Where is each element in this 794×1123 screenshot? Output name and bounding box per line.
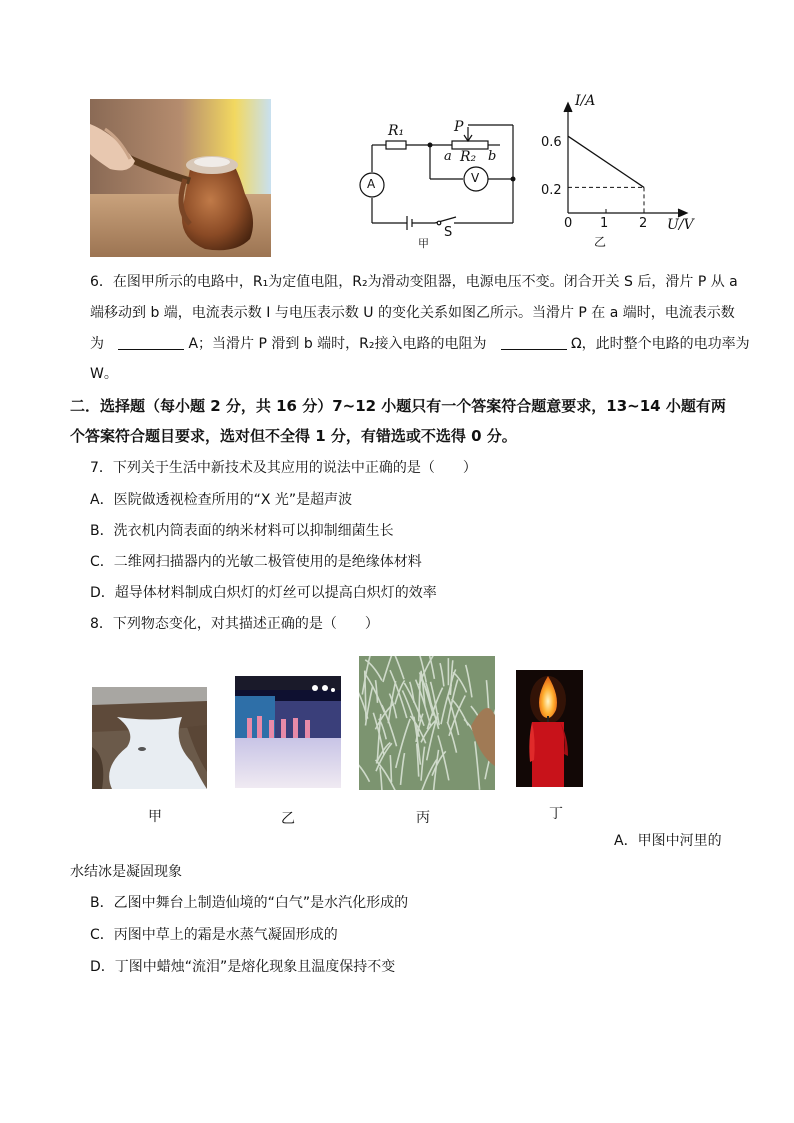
switch-label: S <box>444 225 453 240</box>
slider-p-label: P <box>454 119 464 135</box>
iu-series-line <box>568 136 644 187</box>
photo-caption-ding: 丁 <box>549 806 563 822</box>
answer-blank-1[interactable] <box>118 335 184 350</box>
photo-caption-bing: 丙 <box>416 810 430 826</box>
x-tick-label-1: 1 <box>600 216 609 231</box>
graph-caption: 乙 <box>594 235 607 249</box>
x-tick-label-2: 2 <box>639 216 648 231</box>
r1-label: R₁ <box>388 123 405 139</box>
q7-option-a[interactable]: A．医院做透视检查所用的“X 光”是超声波 <box>90 492 353 508</box>
terminal-b-label: b <box>488 149 497 164</box>
section2-heading-line2: 个答案符合题目要求，选对但不全得 1 分，有错选或不选得 0 分。 <box>70 427 517 445</box>
ammeter-label: A <box>367 177 376 191</box>
coffee-pot-photo <box>90 99 271 257</box>
q8-option-b[interactable]: B．乙图中舞台上制造仙境的“白气”是水汽化形成的 <box>90 895 409 911</box>
photo-caption-yi: 乙 <box>281 811 295 827</box>
q7-option-c[interactable]: C．二维网扫描器内的光敏二极管使用的是绝缘体材料 <box>90 554 422 570</box>
q8-option-a-part1[interactable]: A．甲图中河里的 <box>614 833 722 849</box>
iu-graph <box>535 93 715 253</box>
q6-line3-part-c: Ω，此时整个电路的电功率为 <box>570 336 750 352</box>
q6-line4: W。 <box>90 366 118 382</box>
circuit-caption: 甲 <box>418 237 429 250</box>
candle-photo <box>516 670 583 787</box>
frozen-river-photo <box>92 687 207 789</box>
photo-caption-jia: 甲 <box>148 809 162 825</box>
q8-option-c[interactable]: C．丙图中草上的霜是水蒸气凝固形成的 <box>90 927 338 943</box>
x-axis-arrow <box>678 209 687 217</box>
section2-heading-line1: 二．选择题（每小题 2 分，共 16 分）7~12 小题只有一个答案符合题意要求，13~14 小题有两 <box>70 397 726 415</box>
q6-line3 <box>90 334 750 354</box>
q6-line3-part-a: 为 <box>90 336 104 352</box>
x-axis-label: U/V <box>667 217 694 233</box>
answer-blank-2[interactable] <box>501 335 567 350</box>
q7-option-b[interactable]: B．洗衣机内筒表面的纳米材料可以抑制细菌生长 <box>90 523 394 539</box>
y-axis-label: I/A <box>575 93 596 109</box>
r2-label: R₂ <box>460 149 477 165</box>
q6-line1: 6．在图甲所示的电路中，R₁为定值电阻，R₂为滑动变阻器，电源电压不变。闭合开关 S 后，滑片 P 从 a <box>90 274 738 290</box>
y-tick-label-0-2: 0.2 <box>541 183 562 198</box>
q8-option-a-part2[interactable]: 水结冰是凝固现象 <box>70 864 182 880</box>
q8-stem: 8．下列物态变化，对其描述正确的是（ ） <box>90 616 379 632</box>
voltmeter-label: V <box>471 171 480 185</box>
q6-line3-part-b: A；当滑片 P 滑到 b 端时，R₂接入电路的电阻为 <box>188 336 487 352</box>
q7-option-d[interactable]: D．超导体材料制成白炽灯的灯丝可以提高白炽灯的效率 <box>90 585 437 601</box>
terminal-a-label: a <box>444 149 452 164</box>
y-axis-arrow <box>564 103 572 112</box>
q6-line2: 端移动到 b 端，电流表示数 I 与电压表示数 U 的变化关系如图乙所示。当滑片 P 在 a 端时，电流表示数 <box>90 305 735 321</box>
q8-option-d[interactable]: D．丁图中蜡烛“流泪”是熔化现象且温度保持不变 <box>90 959 396 975</box>
q7-stem: 7．下列关于生活中新技术及其应用的说法中正确的是（ ） <box>90 460 477 476</box>
stage-fog-photo <box>235 676 341 788</box>
y-tick-label-0-6: 0.6 <box>541 135 562 150</box>
x-tick-label-0: 0 <box>564 216 573 231</box>
frost-grass-photo <box>359 656 495 790</box>
circuit-diagram <box>330 115 530 245</box>
